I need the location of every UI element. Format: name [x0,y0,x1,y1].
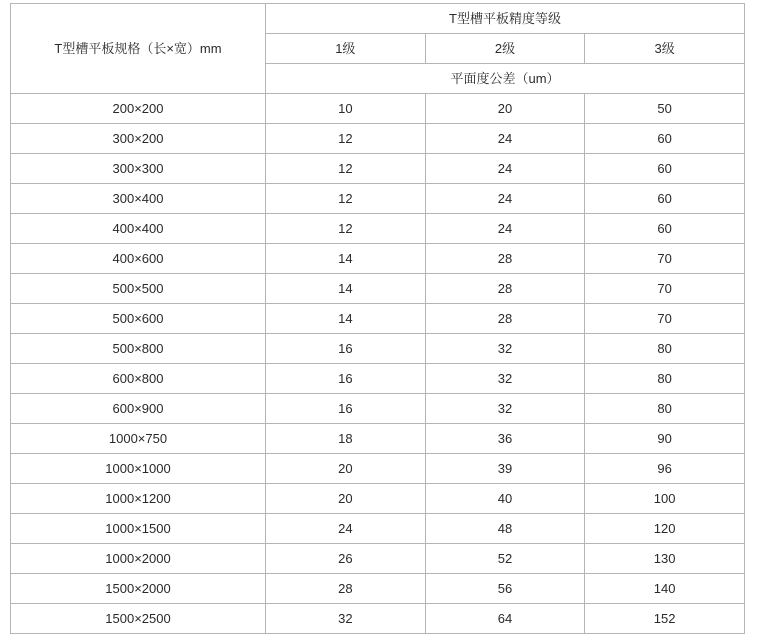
document-page [0,3,762,626]
cell-level3: 60 [585,184,745,214]
cell-level1: 28 [266,574,426,604]
cell-level3: 60 [585,154,745,184]
cell-level2: 40 [425,484,585,514]
cell-spec: 600×800 [11,364,266,394]
table-row [11,364,745,394]
cell-spec: 300×400 [11,184,266,214]
cell-level1: 18 [266,424,426,454]
cell-spec: 1000×2000 [11,544,266,574]
cell-spec: 1000×750 [11,424,266,454]
table-row [11,574,745,604]
cell-level3: 80 [585,334,745,364]
table-row [11,334,745,364]
table-row [11,454,745,484]
cell-level2: 48 [425,514,585,544]
cell-level1: 26 [266,544,426,574]
cell-level3: 70 [585,274,745,304]
table-header-row-1 [11,4,745,34]
cell-level3: 60 [585,124,745,154]
cell-spec: 400×400 [11,214,266,244]
cell-level1: 12 [266,214,426,244]
cell-level1: 20 [266,454,426,484]
cell-level3: 100 [585,484,745,514]
cell-level1: 12 [266,154,426,184]
cell-level2: 52 [425,544,585,574]
header-spec-label: T型槽平板规格（长×宽）mm [11,4,266,94]
cell-level2: 39 [425,454,585,484]
cell-spec: 1000×1500 [11,514,266,544]
cell-level2: 64 [425,604,585,634]
cell-level2: 32 [425,394,585,424]
header-tolerance-label: 平面度公差（um） [266,64,745,94]
table-row [11,604,745,634]
cell-level2: 24 [425,214,585,244]
cell-level1: 14 [266,244,426,274]
cell-level1: 16 [266,394,426,424]
table-row [11,184,745,214]
header-level-2: 2级 [425,34,585,64]
cell-spec: 1000×1200 [11,484,266,514]
table-row [11,124,745,154]
cell-level2: 24 [425,184,585,214]
cell-level1: 32 [266,604,426,634]
cell-level1: 12 [266,184,426,214]
cell-level2: 24 [425,124,585,154]
cell-level2: 28 [425,274,585,304]
cell-level3: 60 [585,214,745,244]
cell-level3: 90 [585,424,745,454]
cell-level3: 96 [585,454,745,484]
cell-level3: 130 [585,544,745,574]
table-row [11,484,745,514]
cell-level2: 32 [425,334,585,364]
cell-spec: 300×200 [11,124,266,154]
cell-level3: 70 [585,244,745,274]
cell-spec: 1500×2000 [11,574,266,604]
cell-level3: 50 [585,94,745,124]
cell-level2: 36 [425,424,585,454]
header-grade-group-label: T型槽平板精度等级 [266,4,745,34]
cell-level2: 24 [425,154,585,184]
cell-level3: 120 [585,514,745,544]
cell-level1: 12 [266,124,426,154]
cell-spec: 500×600 [11,304,266,334]
table-row [11,514,745,544]
cell-level2: 28 [425,244,585,274]
table-row [11,304,745,334]
cell-level1: 24 [266,514,426,544]
cell-spec: 600×900 [11,394,266,424]
cell-spec: 200×200 [11,94,266,124]
cell-level2: 56 [425,574,585,604]
cell-level1: 20 [266,484,426,514]
header-level-1: 1级 [266,34,426,64]
cell-spec: 1500×2500 [11,604,266,634]
table-row [11,544,745,574]
cell-level2: 32 [425,364,585,394]
cell-level1: 14 [266,274,426,304]
tolerance-table [10,3,745,634]
cell-spec: 300×300 [11,154,266,184]
table-row [11,94,745,124]
cell-level2: 20 [425,94,585,124]
cell-level3: 70 [585,304,745,334]
cell-spec: 400×600 [11,244,266,274]
cell-level1: 16 [266,364,426,394]
cell-spec: 500×800 [11,334,266,364]
table-row [11,394,745,424]
cell-level2: 28 [425,304,585,334]
table-row [11,274,745,304]
header-level-3: 3级 [585,34,745,64]
cell-level3: 80 [585,394,745,424]
cell-level1: 14 [266,304,426,334]
cell-level3: 80 [585,364,745,394]
cell-level1: 16 [266,334,426,364]
cell-level3: 140 [585,574,745,604]
cell-level1: 10 [266,94,426,124]
cell-level3: 152 [585,604,745,634]
table-row [11,424,745,454]
table-row [11,244,745,274]
table-row [11,214,745,244]
cell-spec: 1000×1000 [11,454,266,484]
table-row [11,154,745,184]
cell-spec: 500×500 [11,274,266,304]
